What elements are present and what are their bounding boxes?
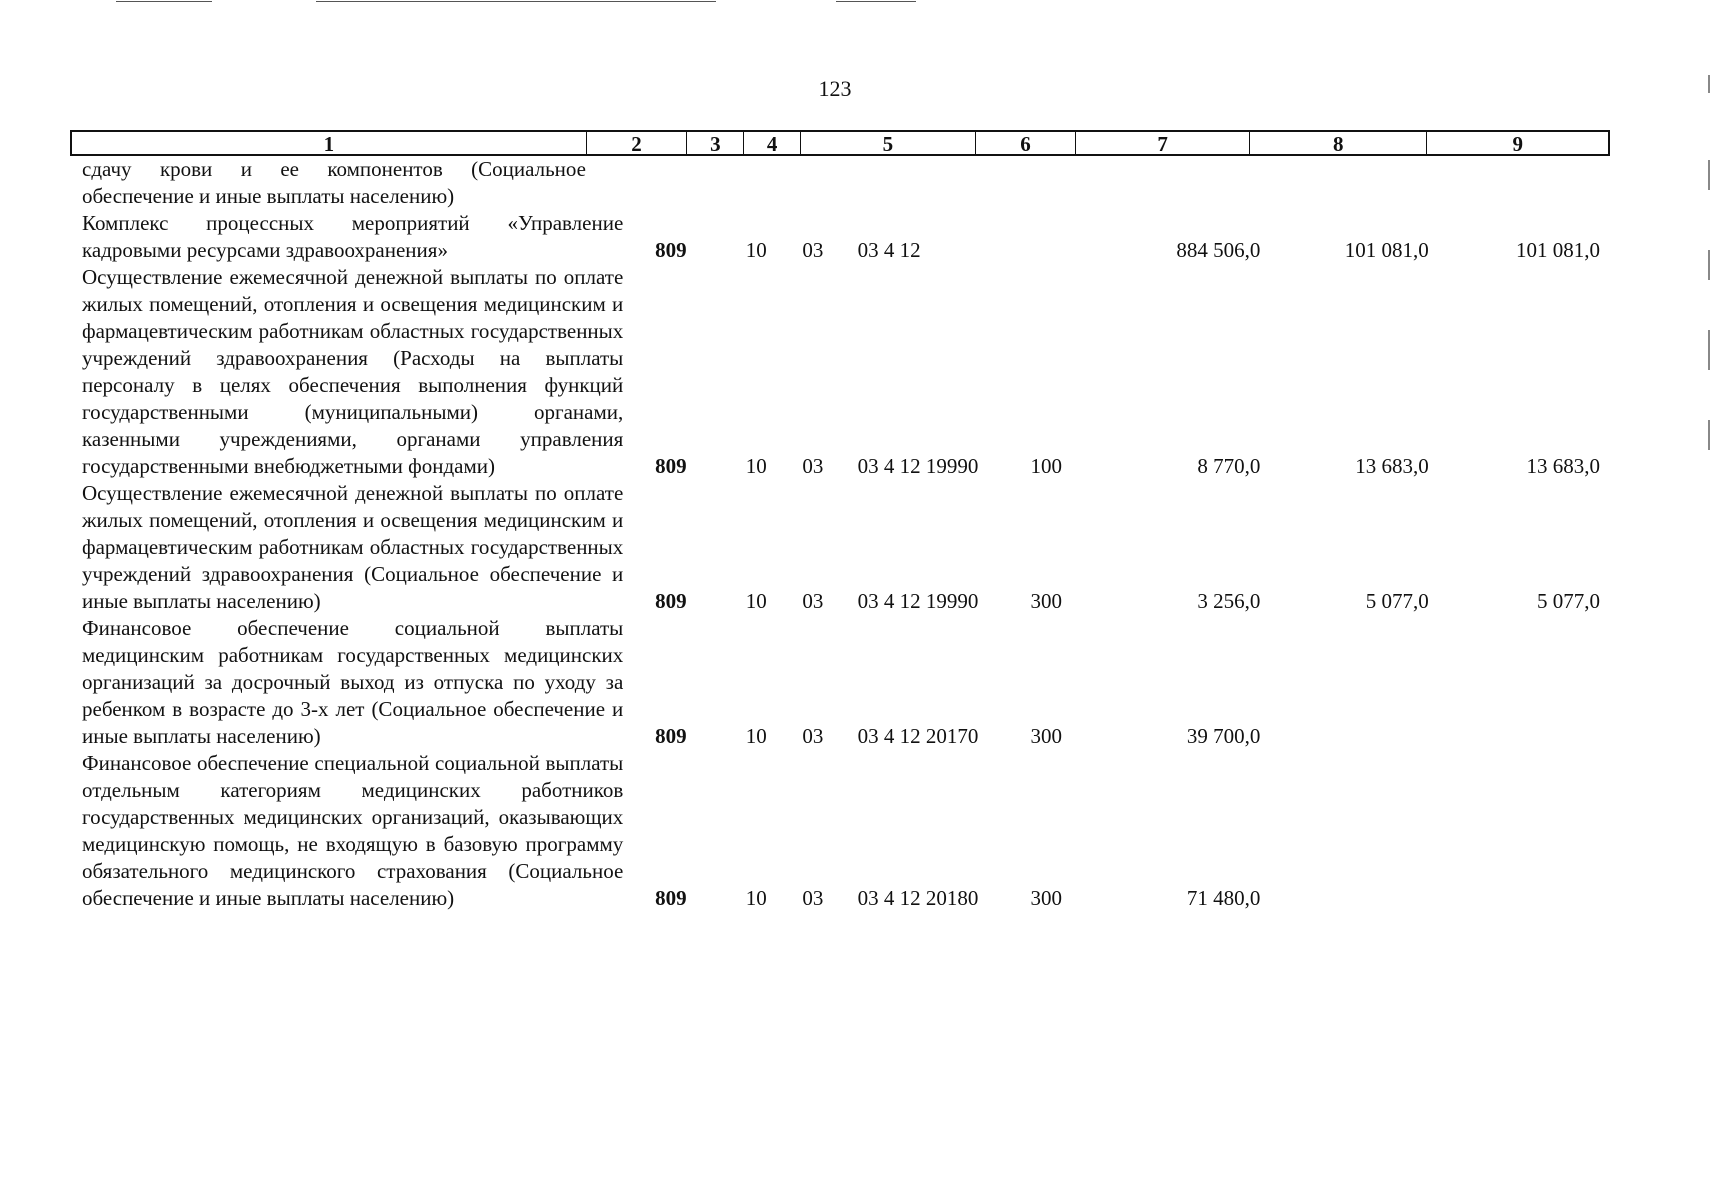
row-sum-year1: 8 770,0 <box>1197 454 1261 478</box>
row-expense-type: 100 <box>1030 454 1063 478</box>
row-description: Финансовое обеспечение специальной социальной выплаты отдельным категориям медицинских работников государственных медицинских организаций, оказывающих медицинскую помощь, не входящую в базовую программу обязательного медицинского страхования (Социальное обеспечение и иные выплаты населению) <box>82 751 624 910</box>
table-row <box>70 156 586 210</box>
scan-artifact-line <box>316 1 716 2</box>
row-ministry-code: 809 <box>655 589 687 613</box>
row-ministry-code: 809 <box>655 724 687 748</box>
row-sum-year3: 5 077,0 <box>1537 589 1600 613</box>
row-target-article: 03 4 12 20170 <box>857 724 979 748</box>
row-section: 10 <box>745 454 767 478</box>
row-subsection: 03 <box>802 238 824 262</box>
row-section: 10 <box>745 589 767 613</box>
row-sum-year3: 101 081,0 <box>1516 238 1600 262</box>
row-ministry-code: 809 <box>655 454 687 478</box>
scan-edge-mark <box>1708 250 1710 280</box>
page-number: 123 <box>818 76 852 101</box>
row-subsection: 03 <box>802 454 824 478</box>
row-expense-type: 300 <box>1030 724 1063 748</box>
table-row <box>70 750 1610 912</box>
row-subsection: 03 <box>802 589 824 613</box>
header-col-4: 4 <box>744 132 801 154</box>
row-sum-year1: 3 256,0 <box>1197 589 1261 613</box>
row-subsection: 03 <box>802 724 824 748</box>
header-col-3: 3 <box>687 132 744 154</box>
row-section: 10 <box>745 886 767 910</box>
scan-artifact-line <box>836 1 916 2</box>
row-sum-year1: 39 700,0 <box>1186 724 1261 748</box>
header-col-1: 1 <box>72 132 587 154</box>
row-target-article: 03 4 12 19990 <box>857 589 979 613</box>
scan-artifact-line <box>116 1 212 2</box>
table-row <box>70 480 1610 615</box>
header-col-5: 5 <box>801 132 976 154</box>
scan-edge-mark <box>1708 160 1710 190</box>
row-description: Финансовое обеспечение социальной выплаты медицинским работникам государственных медицинских организаций за досрочный выход из отпуска по уходу за ребенком в возрасте до 3-х лет (Социальное обеспечение и иные выплаты населению) <box>82 616 624 748</box>
row-ministry-code: 809 <box>655 238 687 262</box>
table-row <box>70 210 1610 264</box>
row-target-article: 03 4 12 20180 <box>857 886 979 910</box>
row-ministry-code: 809 <box>655 886 687 910</box>
header-col-9: 9 <box>1512 132 1523 156</box>
row-target-article: 03 4 12 <box>857 238 921 262</box>
row-sum-year2: 13 683,0 <box>1355 454 1429 478</box>
row-sum-year1: 71 480,0 <box>1186 886 1261 910</box>
row-section: 10 <box>745 724 767 748</box>
row-expense-type: 300 <box>1030 886 1063 910</box>
row-expense-type: 300 <box>1030 589 1063 613</box>
table-row <box>70 615 1610 750</box>
row-target-article: 03 4 12 19990 <box>857 454 979 478</box>
header-col-8: 8 <box>1250 132 1428 154</box>
scan-edge-mark <box>1708 420 1710 450</box>
row-sum-year3: 13 683,0 <box>1526 454 1600 478</box>
table-row <box>70 264 1610 480</box>
table-body <box>70 156 1610 912</box>
row-description: Комплекс процессных мероприятий «Управление кадровыми ресурсами здравоохранения» <box>82 211 624 262</box>
header-col-7: 7 <box>1076 132 1250 154</box>
row-subsection: 03 <box>802 886 824 910</box>
row-sum-year1: 884 506,0 <box>1176 238 1261 262</box>
row-sum-year2: 5 077,0 <box>1365 589 1429 613</box>
row-sum-year2: 101 081,0 <box>1344 238 1429 262</box>
scan-edge-mark <box>1708 75 1710 93</box>
header-col-6: 6 <box>976 132 1077 154</box>
row-section: 10 <box>745 238 767 262</box>
scan-edge-mark <box>1708 330 1710 370</box>
budget-table <box>70 130 1610 912</box>
table-header <box>70 130 1610 156</box>
row-description: Осуществление ежемесячной денежной выплаты по оплате жилых помещений, отопления и освещения медицинским и фармацевтическим работникам областных государственных учреждений здравоохранения (Расходы на выплаты персоналу в целях обеспечения выполнения функций государственными (муниципальными) органами, казенными учреждениями, органами управления государственными внебюджетными фондами) <box>82 265 624 478</box>
row-description: сдачу крови и ее компонентов (Социальное обеспечение и иные выплаты населению) <box>82 157 586 208</box>
header-col-2: 2 <box>587 132 688 154</box>
row-description: Осуществление ежемесячной денежной выплаты по оплате жилых помещений, отопления и освещения медицинским и фармацевтическим работникам областных государственных учреждений здравоохранения (Социальное обеспечение и иные выплаты населению) <box>82 481 624 613</box>
